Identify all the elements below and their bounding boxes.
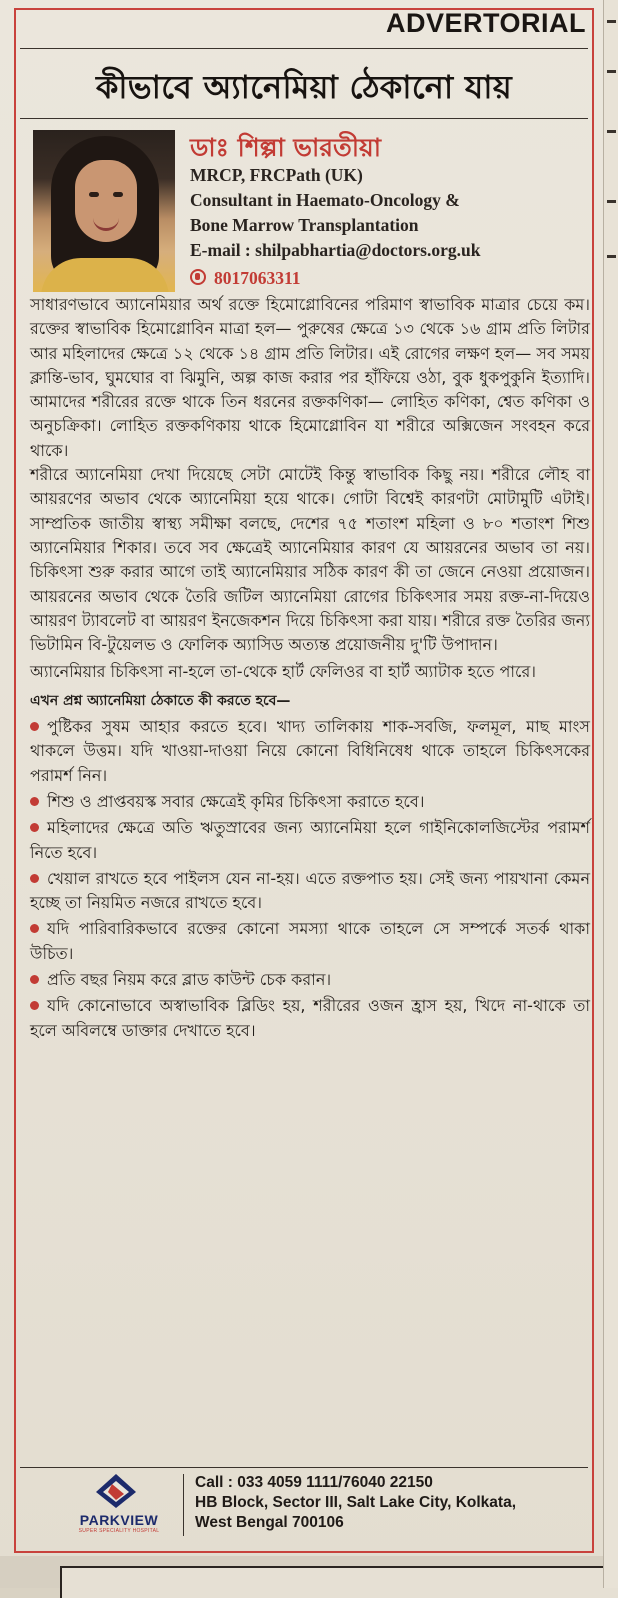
- doctor-role-line2: Bone Marrow Transplantation: [190, 215, 419, 235]
- bullet-item: মহিলাদের ক্ষেত্রে অতি ঋতুস্রাবের জন্য অ্যানেমিয়া হলে গাইনিকোলজিস্টের পরামর্শ নিতে হবে।: [30, 818, 590, 862]
- bullet-dot-icon: [30, 1001, 39, 1010]
- bullet-item: যদি কোনোভাবে অস্বাভাবিক ব্লিডিং হয়, শরীরের ওজন হ্রাস হয়, খিদে না-থাকে তা হলে অবিলম্বে ডাক্তার দেখাতে হবে।: [30, 996, 590, 1040]
- header-divider: [20, 48, 588, 49]
- article-paragraph: শরীরে অ্যানেমিয়া দেখা দিয়েছে সেটা মোটেই কিন্তু স্বাভাবিক কিছু নয়। শরীরে লৌহ বা আয়রণের অভাব থেকে অ্যানেমিয়া হয়ে থাকে। গোটা বিশ্বেই কারণটা মোটামুটি এটাই। সাম্প্রতিক জাতীয় স্বাস্থ্য সমীক্ষা বলছে, দেশের ৭৫ শতাংশ মহিলা ও ৮০ শতাংশ শিশু অ্যানেমিয়ার শিকার। তবে সব ক্ষেত্রেই অ্যানেমিয়ার কারণ যে আয়রনের অভাব তা নয়। চিকিৎসা শুরু করার আগে তাই অ্যানেমিয়ার সঠিক কারণ কী তা জেনে নেওয়া প্রয়োজন। আয়রনের অভাব থেকে তৈরি জটিল অ্যানেমিয়া রোগের চিকিৎসার সময় রক্ত-না-দিয়েও আয়রণ ট্যাবলেট বা আয়রণ ইনজেকশন দিয়ে চিকিৎসা করা যায়। শরীরে রক্ত তৈরির জন্য ভিটামিন বি-টুয়েলভ ও ফোলিক অ্যাসিড অত্যন্ত প্রয়োজনীয় দু'টি উপাদান।: [30, 465, 590, 655]
- doctor-phone: [190, 268, 301, 289]
- footer-divider: [20, 1467, 588, 1468]
- bullet-dot-icon: [30, 924, 39, 933]
- doctor-degrees: MRCP, FRCPath (UK): [190, 165, 363, 185]
- logo-subtext: SUPER SPECIALITY HOSPITAL: [78, 1528, 160, 1534]
- bullet-dot-icon: [30, 797, 39, 806]
- bullet-item: পুষ্টিকর সুষম আহার করতে হবে। খাদ্য তালিকায় শাক-সবজি, ফলমূল, মাছ মাংস থাকলে উত্তম। যদি খাওয়া-দাওয়া নিয়ে কোনো বিধিনিষেধ থাকে তাহলে চিকিৎসকের পরামর্শ নিন।: [30, 717, 590, 785]
- doctor-name: ডাঃ শিল্পা ভারতীয়া: [190, 133, 381, 162]
- contact-address-line1: HB Block, Sector III, Salt Lake City, Kolkata,: [195, 1494, 517, 1511]
- bullet-dot-icon: [30, 823, 39, 832]
- contact-call: Call : 033 4059 1111/76040 22150: [195, 1474, 433, 1491]
- contact-address-line2: West Bengal 700106: [195, 1514, 344, 1531]
- page-edge: [603, 0, 618, 1588]
- bullet-item: খেয়াল রাখতে হবে পাইলস যেন না-হয়। এতে রক্তপাত হয়। সেই জন্য পায়খানা কেমন হচ্ছে তা নিয়মিত নজরে রাখতে হবে।: [30, 868, 590, 913]
- bullet-dot-icon: [30, 975, 39, 984]
- footer-separator: [183, 1474, 184, 1536]
- doctor-email: E-mail : shilpabhartia@doctors.org.uk: [190, 240, 481, 260]
- bullet-item: শিশু ও প্রাপ্তবয়স্ক সবার ক্ষেত্রেই কৃমির চিকিৎসা করাতে হবে।: [30, 790, 590, 814]
- article-body: [30, 293, 590, 1043]
- bullet-dot-icon: [30, 722, 39, 731]
- bullet-dot-icon: [30, 874, 39, 883]
- doctor-photo: [33, 130, 175, 292]
- headline-divider: [20, 118, 588, 119]
- parkview-logo: [60, 1472, 178, 1536]
- phone-icon: [190, 269, 206, 285]
- doctor-phone-number: 8017063311: [214, 268, 301, 288]
- advertorial-tag: ADVERTORIAL: [385, 8, 586, 38]
- doctor-role-line1: Consultant in Haemato-Oncology &: [190, 190, 460, 210]
- next-article-strip: [0, 1556, 618, 1588]
- article-paragraph: সাধারণভাবে অ্যানেমিয়ার অর্থ রক্তে হিমোগ্লোবিনের পরিমাণ স্বাভাবিক মাত্রার চেয়ে কম। রক্তের স্বাভাবিক হিমোগ্লোবিন মাত্রা হল— পুরুষের ক্ষেত্রে ১৩ থেকে ১৬ গ্রাম প্রতি লিটার আর মহিলাদের ক্ষেত্রে ১২ থেকে ১৪ গ্রাম প্রতি লিটার। এই রোগের লক্ষণ হল— সব সময় ক্লান্তি-ভাব, ঘুমঘোর বা ঝিমুনি, অল্প কাজ করার পর হাঁফিয়ে ওঠা, বুক ধুকপুকুনি ইত্যাদি। আমাদের শরীরের রক্তে থাকে তিন ধরনের রক্তকণিকা— লোহিত কণিকা, শ্বেত কণিকা ও অনুচক্রিকা। লোহিত রক্তকণিকায় থাকে হিমোগ্লোবিন যা শরীরে অক্সিজেন সংবহন করে থাকে।: [30, 295, 590, 460]
- article-question: এখন প্রশ্ন অ্যানেমিয়া ঠেকাতে কী করতে হবে—: [30, 692, 291, 709]
- next-article-box: [60, 1566, 618, 1598]
- article-paragraph: অ্যানেমিয়ার চিকিৎসা না-হলে তা-থেকে হার্ট ফেলিওর বা হার্ট অ্যাটাক হতে পারে।: [30, 662, 536, 682]
- logo-text: PARKVIEW: [79, 1512, 159, 1528]
- headline: কীভাবে অ্যানেমিয়া ঠেকানো যায়: [95, 68, 513, 106]
- bullet-item: প্রতি বছর নিয়ম করে ব্লাড কাউন্ট চেক করান।: [30, 968, 590, 992]
- bullet-item: যদি পারিবারিকভাবে রক্তের কোনো সমস্যা থাকে তাহলে সে সম্পর্কে সতর্ক থাকা উচিত।: [30, 919, 590, 963]
- hospital-logo-icon: [94, 1472, 138, 1510]
